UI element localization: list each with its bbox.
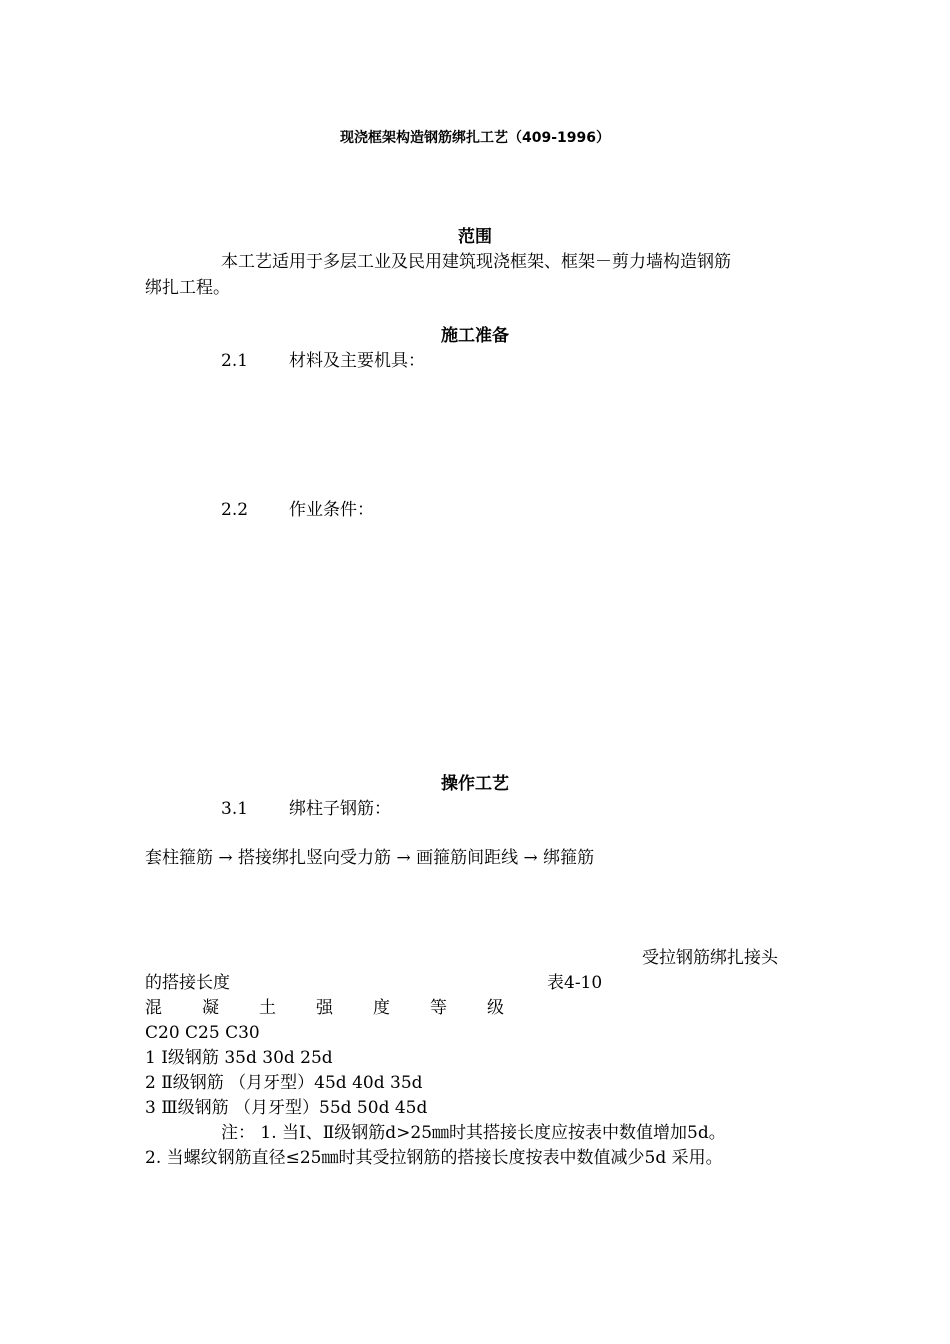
table-row: 2 Ⅱ级钢筋 （月牙型）45d 40d 35d [145,1073,423,1093]
prep-item-1-text: 材料及主要机具： [289,351,425,371]
prep-item-2-text: 作业条件： [289,500,374,520]
prep-item-1-number: 2.1 [221,351,249,371]
table-grade-values: C20 C25 C30 [145,1023,260,1043]
table-row: 3 Ⅲ级钢筋 （月牙型）55d 50d 45d [145,1098,428,1118]
table-caption-left: 的搭接长度 [145,973,230,993]
heading-preparation: 施工准备 [441,326,509,346]
grade-char: 强 [316,998,333,1018]
grade-char: 等 [430,998,447,1018]
table-grade-header [145,997,544,1019]
grade-char: 混 [145,998,162,1018]
grade-char: 凝 [202,998,219,1018]
ops-item-1-number: 3.1 [221,799,249,819]
table-caption-right: 受拉钢筋绑扎接头 [642,948,778,968]
grade-char: 土 [259,998,276,1018]
document-title: 现浇框架构造钢筋绑扎工艺（409-1996） [340,130,610,146]
heading-operations: 操作工艺 [441,774,509,794]
table-row: 1 Ⅰ级钢筋 35d 30d 25d [145,1048,333,1068]
grade-char: 级 [487,998,504,1018]
table-note-2: 2. 当螺纹钢筋直径≤25㎜时其受拉钢筋的搭接长度按表中数值减少5d 采用。 [145,1148,723,1168]
table-note-1: 注： 1. 当Ⅰ、Ⅱ级钢筋d>25㎜时其搭接长度应按表中数值增加5d。 [221,1123,726,1143]
scope-paragraph-line1: 本工艺适用于多层工业及民用建筑现浇框架、框架－剪力墙构造钢筋 [221,252,731,272]
table-number: 表4-10 [547,973,603,993]
ops-item-1-text: 绑柱子钢筋： [289,799,391,819]
process-flow: 套柱箍筋 → 搭接绑扎竖向受力筋 → 画箍筋间距线 → 绑箍筋 [145,848,595,868]
prep-item-2-number: 2.2 [221,500,249,520]
scope-paragraph-line2: 绑扎工程。 [145,278,230,298]
grade-char: 度 [373,998,390,1018]
heading-scope: 范围 [458,227,492,247]
